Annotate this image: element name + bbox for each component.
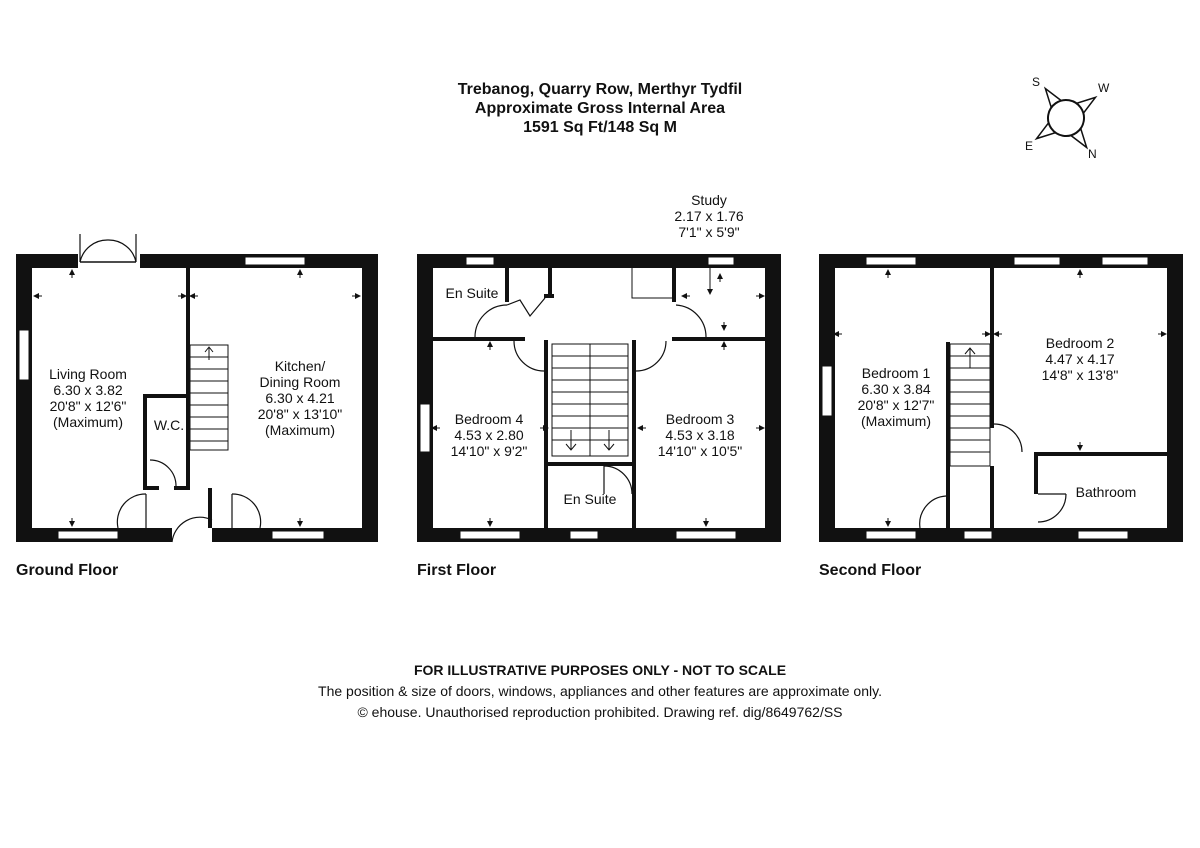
disclaimer-text: The position & size of doors, windows, appliances and other features are approximate only. — [318, 683, 882, 699]
compass-e: E — [1025, 139, 1034, 153]
kitchen-imperial: 20'8" x 13'10" — [257, 406, 343, 422]
ground-floor-label: Ground Floor — [16, 562, 119, 579]
study-name: Study — [691, 192, 727, 208]
bedroom3-metric: 4.53 x 3.18 — [665, 427, 735, 443]
bedroom3-imperial: 14'10" x 10'5" — [657, 443, 743, 459]
compass-w: W — [1098, 81, 1110, 95]
second-floor-label: Second Floor — [819, 562, 922, 579]
bedroom1-metric: 6.30 x 3.84 — [861, 381, 931, 397]
living-room-note: (Maximum) — [53, 414, 123, 430]
bedroom1-note: (Maximum) — [861, 413, 931, 429]
compass-n: N — [1088, 147, 1097, 161]
property-address: Trebanog, Quarry Row, Merthyr Tydfil — [457, 81, 743, 98]
bedroom2-imperial: 14'8" x 13'8" — [1041, 367, 1119, 383]
disclaimer-title: FOR ILLUSTRATIVE PURPOSES ONLY - NOT TO SCALE — [413, 662, 787, 678]
first-floor-label: First Floor — [417, 562, 497, 579]
bedroom2-metric: 4.47 x 4.17 — [1045, 351, 1115, 367]
bedroom1-imperial: 20'8" x 12'7" — [857, 397, 935, 413]
ensuite-bottom-label: En Suite — [563, 491, 617, 507]
kitchen-note: (Maximum) — [265, 422, 335, 438]
bedroom4-metric: 4.53 x 2.80 — [454, 427, 524, 443]
area-value: 1591 Sq Ft/148 Sq M — [523, 119, 677, 136]
bedroom4-imperial: 14'10" x 9'2" — [450, 443, 528, 459]
copyright-text: © ehouse. Unauthorised reproduction prohibited. Drawing ref. dig/8649762/SS — [357, 704, 843, 720]
bedroom2-name: Bedroom 2 — [1045, 335, 1115, 351]
living-room-metric: 6.30 x 3.82 — [53, 382, 123, 398]
study-metric: 2.17 x 1.76 — [674, 208, 744, 224]
living-room-imperial: 20'8" x 12'6" — [49, 398, 127, 414]
kitchen-name: Kitchen/ — [274, 358, 326, 374]
bedroom3-name: Bedroom 3 — [665, 411, 735, 427]
compass-s: S — [1032, 75, 1041, 89]
kitchen-metric: 6.30 x 4.21 — [265, 390, 335, 406]
kitchen-name-2: Dining Room — [259, 374, 341, 390]
bedroom1-name: Bedroom 1 — [861, 365, 931, 381]
plan-footer — [200, 660, 1000, 723]
area-caption: Approximate Gross Internal Area — [474, 100, 726, 117]
living-room-name: Living Room — [49, 366, 127, 382]
bathroom-label: Bathroom — [1075, 484, 1137, 500]
study-imperial: 7'1" x 5'9" — [678, 224, 740, 240]
bedroom4-name: Bedroom 4 — [454, 411, 524, 427]
ensuite-top-label: En Suite — [445, 285, 499, 301]
wc-label: W.C. — [153, 417, 185, 433]
